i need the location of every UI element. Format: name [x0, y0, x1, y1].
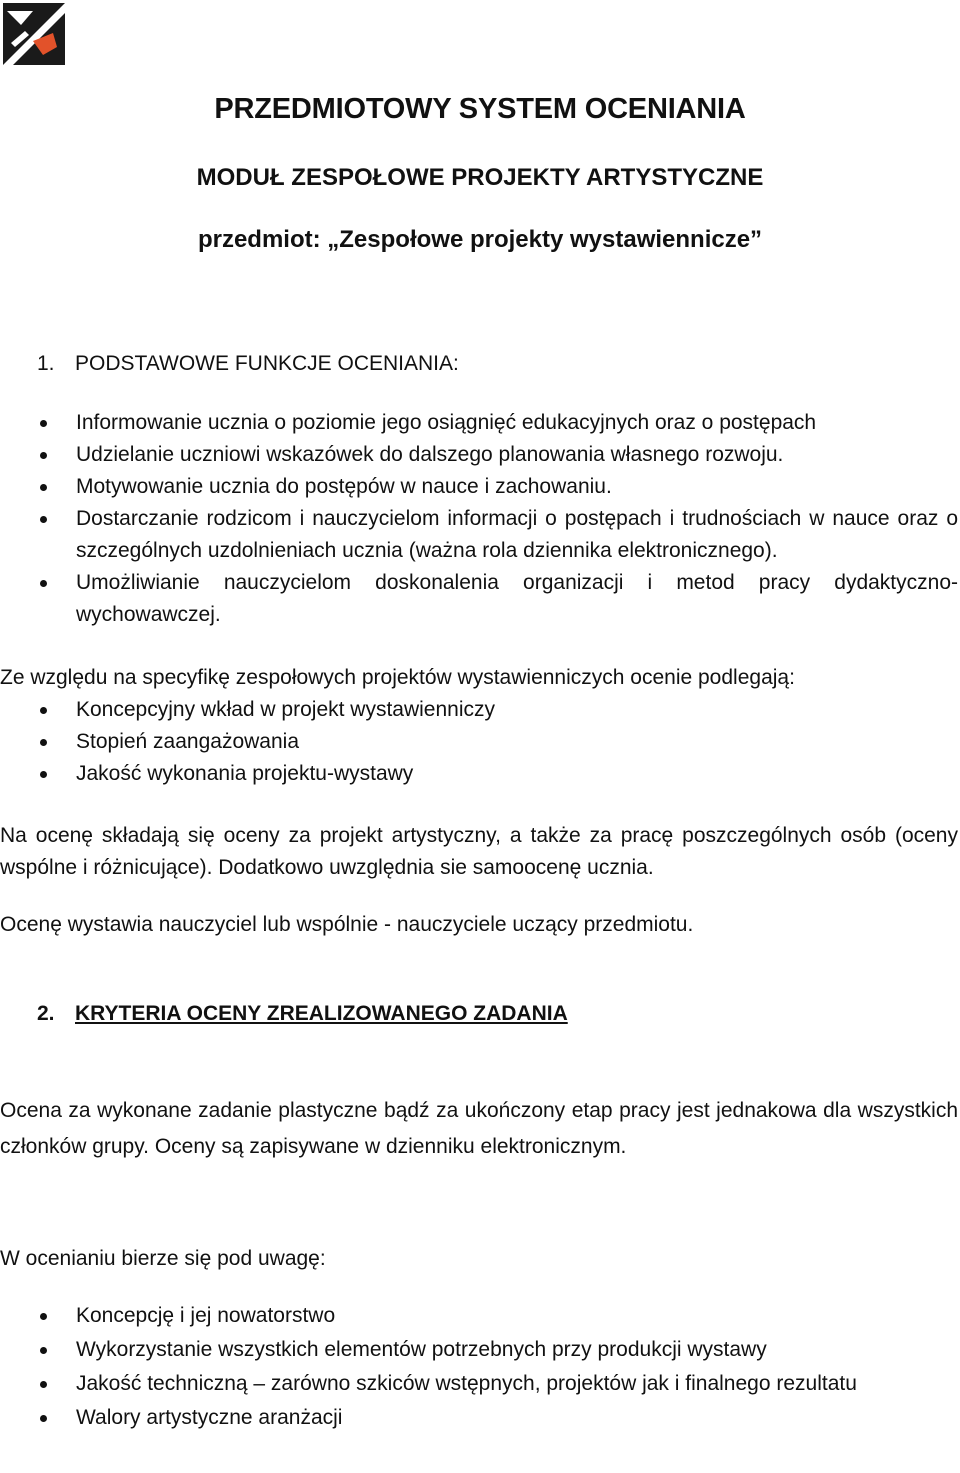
school-logo-icon [3, 3, 65, 65]
list-item: Udzielanie uczniowi wskazówek do dalszego planowania własnego rozwoju. [0, 439, 958, 471]
document-title: PRZEDMIOTOWY SYSTEM OCENIANIA [214, 93, 746, 125]
section-1-heading [37, 352, 459, 376]
list-item: Dostarczanie rodzicom i nauczycielom informacji o postępach i trudnościach w nauce oraz o szczególnych uzdolnieniach ucznia (ważna rola dziennika elektronicznego). [0, 503, 958, 567]
section-2-heading [37, 1002, 568, 1026]
grade-issuer-paragraph: Ocenę wystawia nauczyciel lub wspólnie - nauczyciele uczący przedmiotu. [0, 913, 694, 936]
list-item: Informowanie ucznia o poziomie jego osiągnięć edukacyjnych oraz o postępach [0, 407, 958, 439]
list-item: Stopień zaangażowania [0, 726, 958, 758]
list-item: Jakość techniczną – zarówno szkiców wstępnych, projektów jak i finalnego rezultatu [0, 1367, 958, 1401]
functions-list [0, 407, 958, 631]
list-item: Umożliwianie nauczycielom doskonalenia organizacji i metod pracy dydaktyczno-wychowawczej. [0, 567, 958, 631]
assessment-items-list [0, 694, 958, 790]
section-2-number: 2. [37, 1002, 55, 1025]
list-item: Wykorzystanie wszystkich elementów potrzebnych przy produkcji wystawy [0, 1333, 958, 1367]
evaluation-paragraph: Ocena za wykonane zadanie plastyczne bądź za ukończony etap pracy jest jednakowa dla wszystkich członków grupy. Oceny są zapisywane w dzienniku elektronicznym. [0, 1099, 958, 1158]
section-1-number: 1. [37, 352, 55, 375]
criteria-list [0, 1299, 958, 1435]
list-item: Koncepcję i jej nowatorstwo [0, 1299, 958, 1333]
list-item: Jakość wykonania projektu-wystawy [0, 758, 958, 790]
section-2-label: KRYTERIA OCENY ZREALIZOWANEGO ZADANIA [75, 1002, 568, 1025]
assessment-intro: Ze względu na specyfikę zespołowych projektów wystawienniczych ocenie podlegają: [0, 666, 795, 689]
grade-composition-paragraph: Na ocenę składają się oceny za projekt artystyczny, a także za pracę poszczególnych osób (oceny wspólne i różnicujące). Dodatkowo uwzględnia sie samoocenę ucznia. [0, 824, 958, 879]
criteria-intro: W ocenianiu bierze się pod uwagę: [0, 1247, 326, 1270]
list-item: Walory artystyczne aranżacji [0, 1401, 958, 1435]
subject-title: przedmiot: „Zespołowe projekty wystawiennicze” [197, 226, 763, 253]
list-item: Koncepcyjny wkład w projekt wystawienniczy [0, 694, 958, 726]
list-item: Motywowanie ucznia do postępów w nauce i zachowaniu. [0, 471, 958, 503]
section-1-label: PODSTAWOWE FUNKCJE OCENIANIA: [75, 352, 459, 375]
module-title: MODUŁ ZESPOŁOWE PROJEKTY ARTYSTYCZNE [196, 164, 764, 191]
